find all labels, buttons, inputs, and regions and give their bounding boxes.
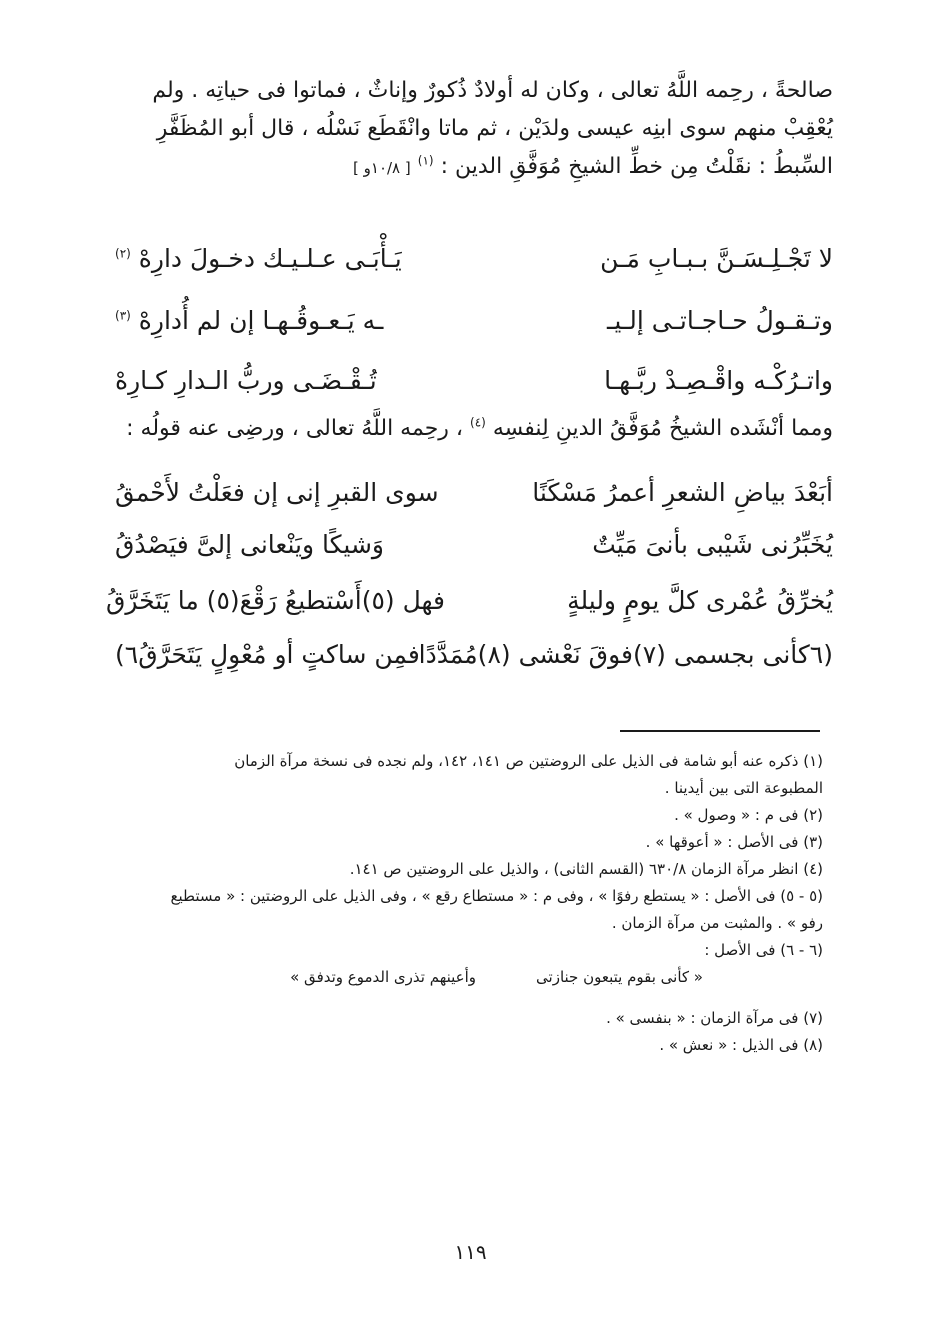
- footnote-ref: (٤): [470, 415, 486, 430]
- prose-block: [115, 410, 833, 448]
- prose-line-text: السِّبطُ : نقَلْتُ مِن خطِّ الشيخِ مُوَفَّقِ الدين :: [440, 154, 833, 179]
- footnote-verse-left: وأعينهم تذرى الدموع وتدفق »: [290, 968, 477, 986]
- prose-line: يُعْقِبْ منهم سوى ابنِه عيسى ولدَيْن ، ثم ماتا وانْقَطَع نَسْلُه ، قال أبو المُظَفَّرِ: [156, 116, 833, 141]
- footnote: (٢) فى م : « وصول » .: [674, 806, 823, 824]
- footnote-ref: (٣): [115, 308, 131, 323]
- verse-hemistich-text: ـه يَـعـوقُـهـا إن لم أُدارِهْ: [138, 306, 384, 335]
- verse-hemistich-left: تُـقْـضَـى وربُّ الـدارِ كـارِهْ: [115, 366, 377, 395]
- footnote: رفو » . والمثبت من مرآة الزمان .: [611, 914, 823, 932]
- footnote-separator: [620, 730, 820, 732]
- verse-line: [115, 358, 833, 404]
- footnote-ref: (١): [417, 153, 434, 168]
- footnote-ref: (٢): [115, 246, 131, 261]
- verse-hemistich-left: فمِن ساكتٍ أو مُعْوِلٍ يَتَحَرَّقُ٦): [115, 640, 420, 669]
- prose-line: [115, 148, 833, 187]
- verse-hemistich-right: لا تَجْـلِـسَـنَّ بـبـابِ مَـن: [600, 244, 833, 273]
- footnote: (٣) فى الأصل : « أعوقها » .: [645, 833, 823, 851]
- verse-hemistich-text: يَـأْبَـى عـلـيـك دخـولَ دارِهْ: [138, 244, 402, 273]
- footnote-verse: [108, 964, 823, 991]
- footnote: (١) ذكره عنه أبو شامة فى الذيل على الروضتين ص ١٤١، ١٤٢، ولم نجده فى نسخة مرآة الزمان: [234, 752, 823, 770]
- page-number: ١١٩: [454, 1240, 487, 1264]
- verse-hemistich-right: واتـرُكْـه واقْـصِـدْ ربَّـهـا: [604, 366, 833, 395]
- verse-hemistich-right: يُخَبِّرُنى شَيْبى بأنىَ مَيِّتٌ: [592, 530, 833, 559]
- verse-hemistich-right: (٦كأنى بجسمى (٧)فوقَ نَعْشى (٨)مُمَدَّدًا: [418, 640, 833, 669]
- verse-hemistich-right: وتـقـولُ حـاجـاتـى إلـيـ: [607, 306, 833, 335]
- verse-line: [115, 632, 833, 678]
- footnote: (٧) فى مرآة الزمان : « بنفسى » .: [606, 1009, 823, 1027]
- spacer: [108, 991, 823, 1005]
- verse-hemistich-left: سوى القبرِ إنى إن فعَلْتُ لأَحْمقُ: [115, 478, 439, 507]
- folio-marker: [ ١٠/٨و ]: [353, 159, 411, 177]
- verse-line: [105, 578, 833, 624]
- prose-line-text: ، رحِمه اللَّهُ تعالى ، ورضِى عنه قولُه :: [126, 416, 464, 441]
- verse-line: [115, 522, 833, 568]
- verse-hemistich-left: [115, 236, 445, 282]
- verse-hemistich-right: أبَعْدَ بياضِ الشعرِ أعمرُ مَسْكَنًا: [532, 478, 833, 507]
- footnote: (٦ - ٦) فى الأصل :: [704, 941, 823, 959]
- prose-line-text: ومما أنْشَده الشيخُ مُوَفَّقُ الدينِ لِنفسِه: [492, 416, 833, 441]
- prose-line: [115, 410, 833, 448]
- verse-line: [115, 298, 833, 344]
- footnote-verse-right: « كأنى بقوم يتبعون جنازتى: [536, 968, 703, 986]
- verse-line: [115, 236, 833, 282]
- footnote: (٨) فى الذيل : « نعش » .: [659, 1036, 823, 1054]
- verse-hemistich-left: فهل (٥)أَسْتطيعُ رَقْعَ(٥) ما يَتَخَرَّقُ: [105, 586, 445, 615]
- footnote: المطبوعة التى بين أيدينا .: [664, 779, 823, 797]
- prose-block: [115, 72, 833, 187]
- footnote: (٥ - ٥) فى الأصل : « يستطع رفوًا » ، وفى م : « مستطاع رقع » ، وفى الذيل على الروضتين : « مستطيع: [170, 887, 823, 905]
- footnote: (٤) انظر مرآة الزمان ٦٣٠/٨ (القسم الثانى) ، والذيل على الروضتين ص ١٤١.: [349, 860, 823, 878]
- verse-hemistich-right: يُخرِّقُ عُمْرى كلَّ يومٍ وليلةٍ: [567, 586, 833, 615]
- footnotes: [108, 748, 823, 1059]
- verse-hemistich-left: [115, 298, 445, 344]
- verse-line: [115, 470, 833, 516]
- verse-hemistich-left: وَشيكًا ويَنْعانى إلىَّ فيَصْدُقُ: [115, 530, 384, 559]
- prose-line: صالحةً ، رحِمه اللَّهُ تعالى ، وكان له أولادٌ ذُكورٌ وإناثٌ ، فماتوا فى حياتِه . ولم: [152, 78, 833, 103]
